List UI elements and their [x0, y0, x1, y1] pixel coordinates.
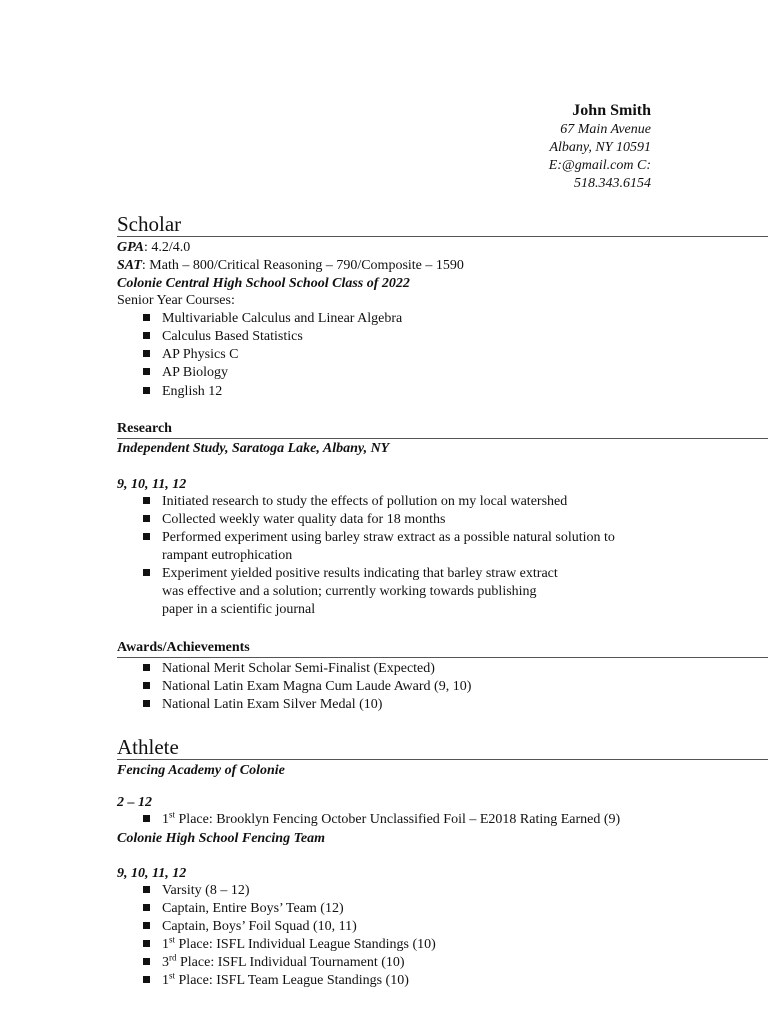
sat-line	[117, 257, 464, 275]
athlete-org-2: Colonie High School Fencing Team	[117, 831, 325, 846]
phone-number: 518.343.6154	[574, 176, 651, 191]
bullet-icon	[143, 515, 150, 522]
contact-header	[549, 101, 651, 193]
athlete-org-1: Fencing Academy of Colonie	[117, 763, 285, 778]
bullet-icon	[143, 815, 150, 822]
sat-label: SAT	[117, 258, 142, 273]
city-address: Albany, NY 10591	[549, 140, 651, 155]
bullet-icon	[143, 368, 150, 375]
list-item: 1st Place: ISFL Individual League Standings (10)	[141, 936, 436, 954]
athlete-list-2	[141, 882, 436, 990]
list-item: 1st Place: Brooklyn Fencing October Unclassified Foil – E2018 Rating Earned (9)	[141, 811, 620, 829]
research-org: Independent Study, Saratoga Lake, Albany, NY	[117, 441, 390, 456]
bullet-icon	[143, 664, 150, 671]
bullet-icon	[143, 940, 150, 947]
section-title-scholar: Scholar	[117, 212, 768, 237]
athlete-grades-2: 9, 10, 11, 12	[117, 866, 187, 881]
bullet-icon	[143, 497, 150, 504]
list-item: AP Physics C	[141, 346, 402, 364]
athlete-list-1	[141, 811, 620, 829]
list-item: National Merit Scholar Semi-Finalist (Expected)	[141, 660, 471, 678]
list-item: Initiated research to study the effects of pollution on my local watershed	[141, 493, 615, 511]
bullet-icon	[143, 976, 150, 983]
section-title-research: Research	[117, 420, 768, 439]
courses-list	[141, 310, 402, 401]
bullet-icon	[143, 958, 150, 965]
bullet-icon	[143, 700, 150, 707]
list-item-continuation: rampant eutrophication	[162, 548, 293, 563]
bullet-icon	[143, 387, 150, 394]
gpa-label: GPA	[117, 240, 144, 255]
list-item: Experiment yielded positive results indicating that barley straw extract	[141, 565, 615, 583]
section-title-awards: Awards/Achievements	[117, 639, 768, 658]
bullet-icon	[143, 350, 150, 357]
list-item-continuation: paper in a scientific journal	[162, 602, 316, 617]
athlete-grades-1: 2 – 12	[117, 795, 152, 810]
list-item-continuation: was effective and a solution; currently working towards publishing	[162, 584, 537, 599]
bullet-icon	[143, 569, 150, 576]
bullet-icon	[143, 682, 150, 689]
courses-label: Senior Year Courses:	[117, 293, 235, 308]
bullet-icon	[143, 922, 150, 929]
section-title-athlete: Athlete	[117, 735, 768, 760]
awards-list	[141, 660, 471, 714]
gpa-line	[117, 239, 190, 257]
applicant-name: John Smith	[572, 102, 651, 119]
list-item: Captain, Entire Boys’ Team (12)	[141, 900, 436, 918]
street-address: 67 Main Avenue	[560, 122, 651, 137]
list-item: 1st Place: ISFL Team League Standings (10)	[141, 972, 436, 990]
list-item: Varsity (8 – 12)	[141, 882, 436, 900]
list-item: 3rd Place: ISFL Individual Tournament (10)	[141, 954, 436, 972]
list-item: National Latin Exam Silver Medal (10)	[141, 696, 471, 714]
bullet-icon	[143, 886, 150, 893]
list-item: National Latin Exam Magna Cum Laude Award (9, 10)	[141, 678, 471, 696]
research-list	[141, 493, 615, 619]
list-item: Captain, Boys’ Foil Squad (10, 11)	[141, 918, 436, 936]
list-item: Performed experiment using barley straw extract as a possible natural solution to	[141, 529, 615, 547]
contact-line: E:@gmail.com C:	[548, 158, 651, 173]
list-item: Collected weekly water quality data for 18 months	[141, 511, 615, 529]
list-item: Multivariable Calculus and Linear Algebra	[141, 310, 402, 328]
list-item: Calculus Based Statistics	[141, 328, 402, 346]
bullet-icon	[143, 314, 150, 321]
bullet-icon	[143, 332, 150, 339]
bullet-icon	[143, 533, 150, 540]
sat-value: : Math – 800/Critical Reasoning – 790/Composite – 1590	[141, 258, 464, 273]
school-name: Colonie Central High School School Class of 2022	[117, 276, 410, 291]
list-item: English 12	[141, 383, 402, 401]
research-grades: 9, 10, 11, 12	[117, 477, 187, 492]
list-item: AP Biology	[141, 364, 402, 382]
gpa-value: : 4.2/4.0	[143, 240, 191, 255]
bullet-icon	[143, 904, 150, 911]
